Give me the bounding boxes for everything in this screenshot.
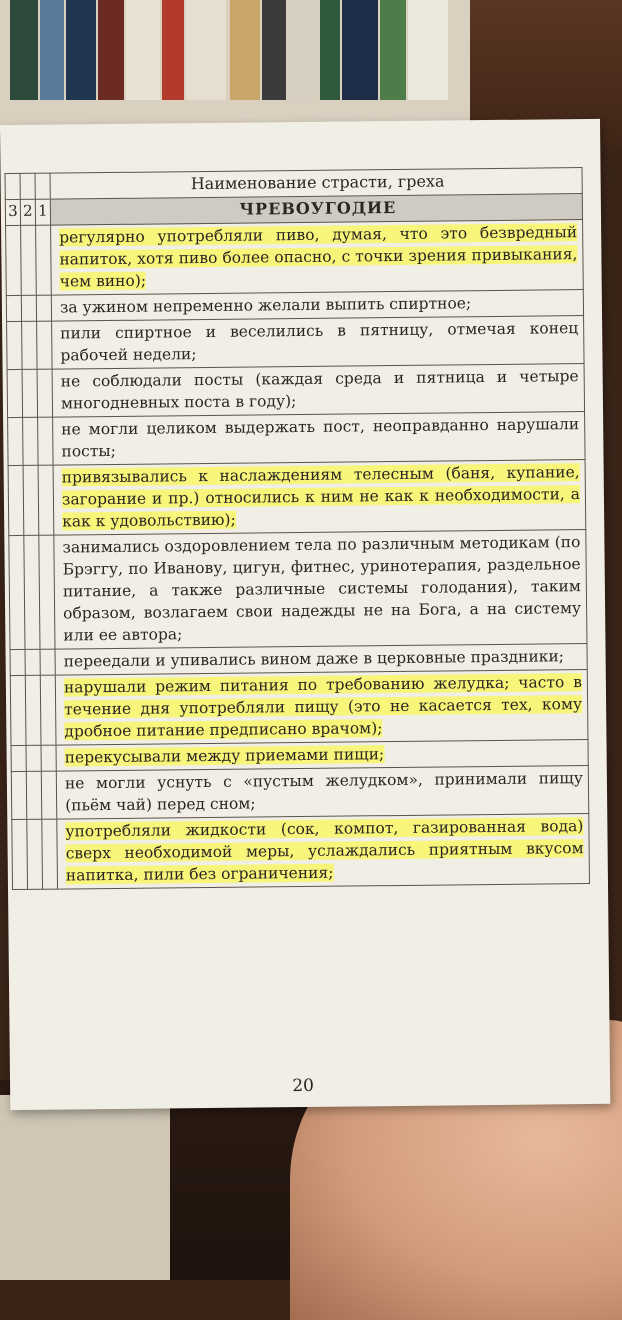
col-1-header-blank <box>35 173 50 199</box>
book-spine <box>230 0 260 100</box>
row-text: не соблюдали посты (каждая среда и пятница и четыре многодневных поста в году); <box>60 367 579 413</box>
checkbox-cell <box>7 321 23 369</box>
checkbox-cell <box>38 465 54 535</box>
book-spine <box>40 0 64 100</box>
col-number-3: 3 <box>5 199 20 225</box>
highlighted-text: употребляли жидкости (сок, компот, газированная вода) сверх необходимой меры, услаждались приятным вкусом напитка, пили без ограничения; <box>65 817 584 885</box>
table-body <box>6 220 590 890</box>
book-spine <box>408 0 448 100</box>
checkbox-cell <box>21 295 36 321</box>
book-spine <box>288 0 318 100</box>
confession-table <box>5 167 590 890</box>
checkbox-cell <box>39 535 55 649</box>
col-number-1: 1 <box>35 199 50 225</box>
table-row <box>8 412 585 466</box>
book-spine <box>262 0 286 100</box>
checkbox-cell <box>37 369 53 417</box>
checkbox-cell <box>38 417 54 465</box>
table-row <box>9 530 587 650</box>
table-title: Наименование страсти, греха <box>50 168 582 200</box>
row-text: переедали и упивались вином даже в церковные праздники; <box>63 647 565 671</box>
checkbox-cell <box>22 321 38 369</box>
sin-description <box>53 460 586 536</box>
checkbox-cell <box>41 771 57 819</box>
sin-description <box>57 814 590 890</box>
table-row <box>11 766 588 820</box>
checkbox-cell <box>26 745 41 771</box>
table-row <box>7 364 584 418</box>
book-spine <box>162 0 184 100</box>
book-spine <box>10 0 38 100</box>
table-row <box>7 316 584 370</box>
book-spine <box>342 0 378 100</box>
col-number-2: 2 <box>20 199 35 225</box>
book-spine <box>380 0 406 100</box>
sin-description <box>54 530 587 650</box>
checkbox-cell <box>40 675 56 745</box>
checkbox-cell <box>40 649 55 675</box>
checkbox-cell <box>23 417 39 465</box>
row-text: за ужином непременно желали выпить спиртное; <box>59 294 472 317</box>
bookshelf <box>0 0 470 134</box>
book-page <box>0 119 610 1110</box>
sin-description <box>51 220 584 296</box>
table-row <box>8 460 586 536</box>
sin-description <box>52 364 584 418</box>
checkbox-cell <box>21 225 37 295</box>
table-row <box>6 220 584 296</box>
table-row <box>10 670 588 746</box>
checkbox-cell <box>11 745 26 771</box>
row-text: пили спиртное и веселились в пятницу, отмечая конец рабочей недели; <box>60 319 579 365</box>
sin-description <box>52 316 584 370</box>
checkbox-cell <box>25 649 40 675</box>
sin-description <box>53 412 585 466</box>
section-title: ЧРЕВОУГОДИЕ <box>50 194 582 226</box>
row-text: не могли уснуть с «пустым желудком», принимали пищу (пьём чай) перед сном; <box>64 769 583 815</box>
sin-description <box>55 670 588 746</box>
row-text: не могли целиком выдержать пост, неоправданно нарушали посты; <box>61 415 580 461</box>
checkbox-cell <box>6 225 22 295</box>
checkbox-cell <box>36 225 52 295</box>
checkbox-cell <box>11 771 27 819</box>
book-spine <box>126 0 160 100</box>
checkbox-cell <box>10 649 25 675</box>
checkbox-cell <box>10 675 26 745</box>
book-spine <box>98 0 124 100</box>
checkbox-cell <box>8 417 24 465</box>
checkbox-cell <box>41 745 56 771</box>
col-3-header-blank <box>5 173 20 199</box>
checkbox-cell <box>27 819 43 889</box>
bookshelf-lower <box>0 1095 170 1280</box>
table-row <box>12 814 590 890</box>
checkbox-cell <box>22 369 38 417</box>
checkbox-cell <box>37 321 53 369</box>
sin-description <box>56 766 588 820</box>
checkbox-cell <box>23 465 39 535</box>
checkbox-cell <box>6 295 21 321</box>
col-2-header-blank <box>20 173 35 199</box>
checkbox-cell <box>12 819 28 889</box>
checkbox-cell <box>8 465 24 535</box>
checkbox-cell <box>26 771 42 819</box>
highlighted-text: привязывались к наслаждениям телесным (баня, купание, загорание и пр.) относились к ним не как к необходимости, а как к удовольствию); <box>61 463 581 531</box>
highlighted-text: нарушали режим питания по требованию желудка; часто в течение дня употребляли пищу (это не касается тех, кому дробное питание предписано врачом); <box>63 673 583 741</box>
book-spine <box>66 0 96 100</box>
highlighted-text: регулярно употребляли пиво, думая, что это безвредный напиток, хотя пиво более опасно, с точки зрения привыкания, чем вино); <box>59 223 578 291</box>
page-number: 20 <box>292 1075 315 1097</box>
checkbox-cell <box>7 369 23 417</box>
checkbox-cell <box>24 535 40 649</box>
checkbox-cell <box>9 535 25 649</box>
checkbox-cell <box>36 295 51 321</box>
book-spine <box>320 0 340 100</box>
row-text: занимались оздоровлением тела по различным методикам (по Брэггу, по Иванову, цигун, фитнес, уринотерапия, раздельное питание, а также различные системы голодания), таким образом, возлагаем свои надежды не на Бога, а на систему или ее автора; <box>62 533 582 645</box>
page-content <box>5 167 590 1097</box>
checkbox-cell <box>25 675 41 745</box>
checkbox-cell <box>42 819 58 889</box>
highlighted-text: перекусывали между приемами пищи; <box>64 745 385 767</box>
book-spine <box>186 0 226 100</box>
